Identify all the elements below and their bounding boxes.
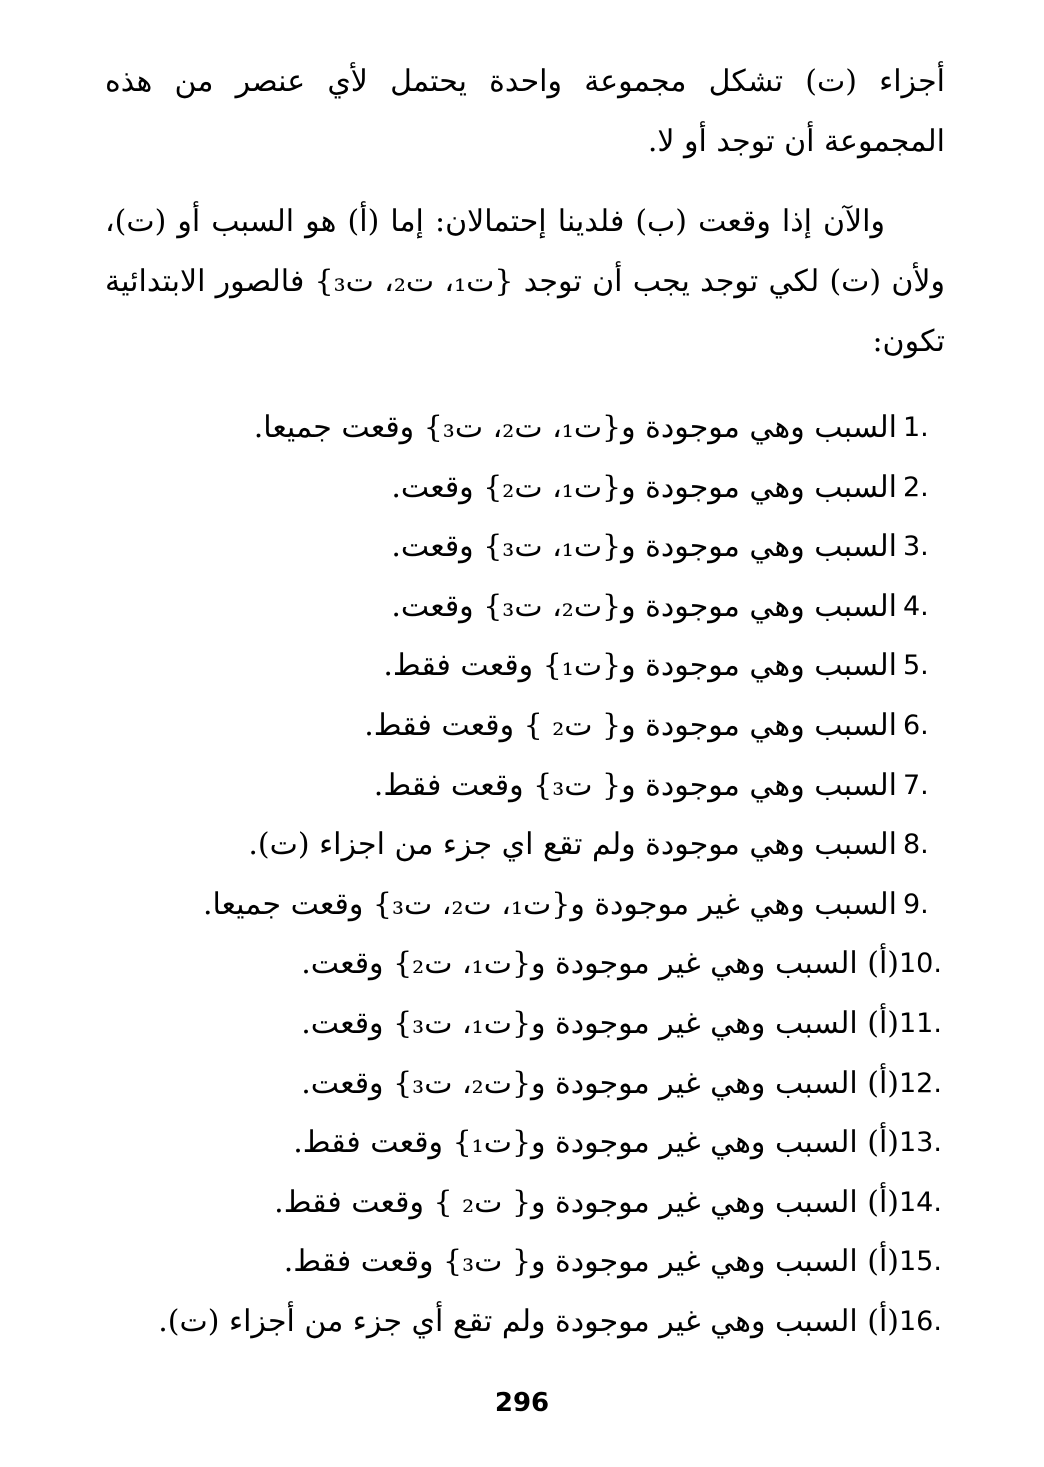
list-item	[105, 696, 945, 756]
list-number: 12.	[899, 1067, 942, 1099]
list-text: (أ) السبب وهي غير موجودة و{ت₂، ت₃} وقعت.	[301, 1065, 899, 1101]
list-text: السبب وهي موجودة و{ ت₂ } وقعت فقط.	[364, 707, 897, 743]
list-item	[105, 577, 945, 637]
list-item	[105, 1054, 945, 1114]
list-number: 11.	[899, 1007, 942, 1039]
list-text: السبب وهي موجودة و{ت₁، ت₂} وقعت.	[391, 469, 897, 505]
list-text: السبب وهي غير موجودة و{ت₁، ت₂، ت₃} وقعت جميعا.	[202, 886, 897, 922]
list-number: 1.	[903, 412, 929, 443]
list-text: (أ) السبب وهي غير موجودة ولم تقع أي جزء من أجزاء (ت).	[158, 1303, 899, 1339]
list-number: 10.	[899, 948, 942, 980]
list-item	[105, 1113, 945, 1173]
list-item	[105, 815, 945, 875]
list-number: 4.	[903, 590, 929, 622]
list-number: 9.	[903, 888, 929, 920]
list-text: (أ) السبب وهي غير موجودة و{ ت₃} وقعت فقط.	[283, 1244, 899, 1280]
list-text: السبب وهي موجودة و{ت₁، ت₃} وقعت.	[391, 529, 897, 565]
list-item	[105, 934, 945, 994]
list-item	[105, 1232, 945, 1292]
list-text: (أ) السبب وهي غير موجودة و{ت₁، ت₃} وقعت.	[301, 1005, 899, 1041]
list-number: 15.	[899, 1246, 942, 1278]
list-text: (أ) السبب وهي غير موجودة و{ ت₂ } وقعت فقط.	[274, 1184, 899, 1220]
list-text: (أ) السبب وهي غير موجودة و{ت₁، ت₂} وقعت.	[301, 946, 899, 982]
list-number: 14.	[899, 1186, 942, 1218]
list-text: السبب وهي موجودة و{ت₁} وقعت فقط.	[383, 648, 897, 684]
list-text: السبب وهي موجودة ولم تقع اي جزء من اجزاء (ت).	[248, 827, 897, 863]
list-number: 7.	[903, 769, 929, 801]
list-text: السبب وهي موجودة و{ت₂، ت₃} وقعت.	[391, 588, 897, 624]
list-number: 6.	[903, 709, 929, 741]
paragraph-1: أجزاء (ت) تشكل مجموعة واحدة يحتمل لأي عنصر من هذه المجموعة أن توجد أو لا.	[105, 64, 945, 159]
list-item	[105, 1292, 945, 1352]
list-item	[105, 398, 945, 458]
list-item	[105, 636, 945, 696]
list-text: (أ) السبب وهي غير موجودة و{ت₁} وقعت فقط.	[293, 1125, 899, 1161]
list-item	[105, 517, 945, 577]
list-item	[105, 458, 945, 518]
list-number: 2.	[903, 471, 929, 503]
list-text: السبب وهي موجودة و{ ت₃} وقعت فقط.	[373, 767, 897, 803]
list-text: السبب وهي موجودة و{ت₁، ت₂، ت₃} وقعت جميعا.	[253, 410, 897, 445]
list-number: 13.	[899, 1127, 942, 1159]
list-number: 3.	[903, 531, 929, 563]
list-number: 16.	[899, 1305, 942, 1337]
list-item	[105, 756, 945, 816]
list-number: 5.	[903, 650, 929, 682]
scenario-list	[105, 398, 945, 1352]
list-item	[105, 1173, 945, 1233]
page-body	[105, 52, 945, 1352]
list-item	[105, 875, 945, 935]
list-number: 8.	[903, 829, 929, 861]
paragraph-2: والآن إذا وقعت (ب) فلدينا إحتمالان: إما (أ) هو السبب أو (ت)، ولأن (ت) لكي توجد يجب أن توجد {ت₁، ت₂، ت₃} فالصور الابتدائية تكون:	[105, 204, 946, 359]
list-item	[105, 994, 945, 1054]
page-number: 296	[494, 1388, 550, 1418]
